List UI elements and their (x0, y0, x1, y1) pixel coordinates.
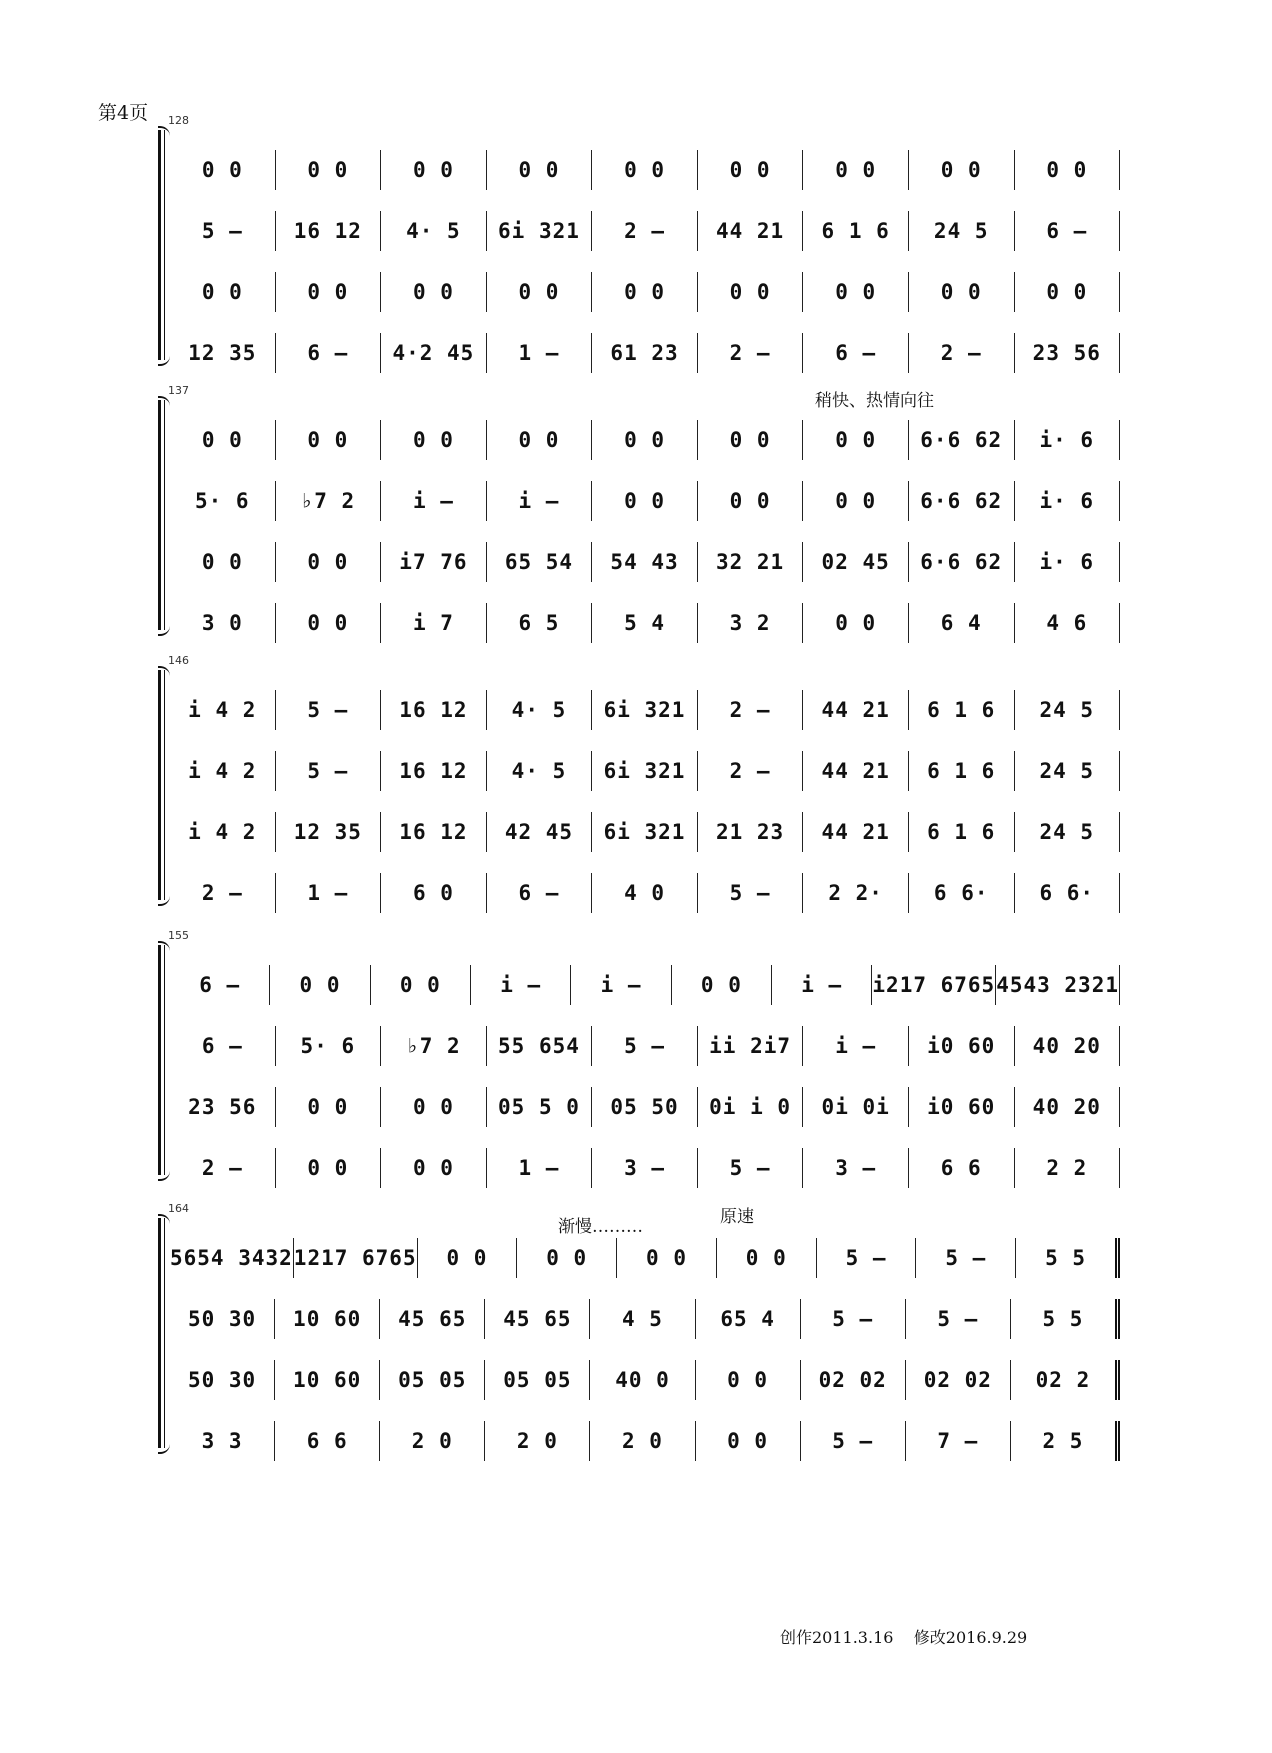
measure: 5 – (698, 873, 804, 913)
measure: 02 45 (803, 542, 909, 582)
measure: 0i i 0 (698, 1087, 804, 1127)
measure: 24 5 (1015, 690, 1121, 730)
measure: i· 6 (1015, 542, 1121, 582)
measure: 24 5 (909, 211, 1015, 251)
measure: 0 0 (592, 420, 698, 460)
measure: 6 1 6 (803, 211, 909, 251)
staff-row (170, 1238, 1120, 1278)
measure: 0 0 (381, 1148, 487, 1188)
staff-row (170, 272, 1120, 312)
measure: 0 0 (371, 965, 471, 1005)
measure: 6 4 (909, 603, 1015, 643)
measure: i7 76 (381, 542, 487, 582)
measure: 6 – (170, 965, 270, 1005)
measure: 2 0 (485, 1421, 590, 1461)
measure: 2 – (170, 1148, 276, 1188)
system-bracket (158, 1218, 161, 1448)
measure: 02 02 (906, 1360, 1011, 1400)
measure: 50 30 (170, 1360, 275, 1400)
staff-row (170, 150, 1120, 190)
bracket-bottom-hook (158, 624, 170, 636)
staff-row (170, 873, 1120, 913)
measure: 61 23 (592, 333, 698, 373)
measure: 2 5 (1011, 1421, 1120, 1461)
system-bracket-line (164, 670, 165, 900)
measure: 16 12 (381, 751, 487, 791)
measure: 4 0 (592, 873, 698, 913)
measure: 0 0 (170, 420, 276, 460)
measure: 0 0 (170, 272, 276, 312)
measure: 1 – (487, 333, 593, 373)
measure: 0 0 (696, 1421, 801, 1461)
measure: ♭7 2 (381, 1026, 487, 1066)
page-label: 第4页 (98, 102, 149, 124)
bracket-bottom-hook (158, 1442, 170, 1454)
measure: 5 5 (1011, 1299, 1120, 1339)
measure-number: 164 (168, 1202, 189, 1215)
staff-row (170, 1026, 1120, 1066)
system-bracket-line (164, 400, 165, 630)
measure: 5· 6 (276, 1026, 382, 1066)
bracket-top-hook (158, 666, 170, 678)
measure: 0 0 (1015, 150, 1121, 190)
measure: 1 – (487, 1148, 593, 1188)
measure: 6 6 (275, 1421, 380, 1461)
measure: 42 45 (487, 812, 593, 852)
measure: 16 12 (381, 690, 487, 730)
measure: 40 20 (1015, 1087, 1121, 1127)
measure: 6 – (170, 1026, 276, 1066)
measure: 1217 6765 (294, 1238, 418, 1278)
measure: 0 0 (381, 1087, 487, 1127)
bracket-top-hook (158, 1214, 170, 1226)
measure: 5 – (801, 1299, 906, 1339)
measure: 0 0 (276, 603, 382, 643)
measure: 2 0 (590, 1421, 695, 1461)
measure-number: 128 (168, 114, 189, 127)
measure: 0 0 (803, 481, 909, 521)
measure: 0 0 (592, 150, 698, 190)
measure: 0 0 (517, 1238, 617, 1278)
measure: 0 0 (698, 272, 804, 312)
measure: 40 20 (1015, 1026, 1121, 1066)
measure: 4· 5 (487, 690, 593, 730)
measure: 5 – (276, 751, 382, 791)
measure: i – (381, 481, 487, 521)
measure: i0 60 (909, 1026, 1015, 1066)
measure: 6 6 (909, 1148, 1015, 1188)
footer-dates: 创作2011.3.16 修改2016.9.29 (780, 1628, 1028, 1647)
measure: 0 0 (487, 150, 593, 190)
measure: 4 6 (1015, 603, 1121, 643)
tempo-marking-a-tempo: 原速 (720, 1207, 754, 1227)
measure: 0 0 (276, 150, 382, 190)
staff-row (170, 690, 1120, 730)
measure: 0 0 (803, 603, 909, 643)
measure: 5 4 (592, 603, 698, 643)
measure: 0 0 (381, 272, 487, 312)
measure: ii 2i7 (698, 1026, 804, 1066)
measure: 24 5 (1015, 812, 1121, 852)
measure-number: 146 (168, 654, 189, 667)
measure: 3 2 (698, 603, 804, 643)
measure: 12 35 (276, 812, 382, 852)
system-bracket-line (164, 945, 165, 1175)
measure: i – (571, 965, 671, 1005)
measure: i· 6 (1015, 481, 1121, 521)
staff-row (170, 420, 1120, 460)
staff-row (170, 1421, 1120, 1461)
measure: 0 0 (717, 1238, 817, 1278)
measure: 05 5 0 (487, 1087, 593, 1127)
staff-row (170, 1087, 1120, 1127)
measure: 0 0 (1015, 272, 1121, 312)
measure: 7 – (906, 1421, 1011, 1461)
measure: 2 – (170, 873, 276, 913)
staff-row (170, 812, 1120, 852)
measure: 2 2 (1015, 1148, 1121, 1188)
measure: 6i 321 (592, 751, 698, 791)
staff-row (170, 481, 1120, 521)
measure: 6 – (276, 333, 382, 373)
measure: 2 – (698, 690, 804, 730)
measure: 6i 321 (592, 690, 698, 730)
measure: 0 0 (909, 150, 1015, 190)
measure: ♭7 2 (276, 481, 382, 521)
measure: 16 12 (381, 812, 487, 852)
measure: 0 0 (592, 272, 698, 312)
measure: 0 0 (698, 420, 804, 460)
measure: 10 60 (275, 1299, 380, 1339)
measure: 65 54 (487, 542, 593, 582)
measure: i0 60 (909, 1087, 1015, 1127)
measure: 0i 0i (803, 1087, 909, 1127)
measure: 2 – (698, 333, 804, 373)
measure: 0 0 (698, 150, 804, 190)
measure: 5 – (276, 690, 382, 730)
tempo-marking-ritardando: 渐慢……… (558, 1217, 643, 1237)
measure: 0 0 (487, 272, 593, 312)
measure: 0 0 (276, 542, 382, 582)
measure: 0 0 (672, 965, 772, 1005)
measure: 2 – (698, 751, 804, 791)
bracket-top-hook (158, 396, 170, 408)
staff-system (150, 1202, 1120, 1468)
staff-row (170, 211, 1120, 251)
staff-row (170, 1360, 1120, 1400)
measure: 02 2 (1011, 1360, 1120, 1400)
bracket-top-hook (158, 126, 170, 138)
measure: 1 – (276, 873, 382, 913)
measure: 44 21 (803, 751, 909, 791)
measure: 4·2 45 (381, 333, 487, 373)
measure: 6 – (1015, 211, 1121, 251)
measure: 6 – (487, 873, 593, 913)
staff-row (170, 1148, 1120, 1188)
measure: 65 4 (696, 1299, 801, 1339)
measure: 2 2· (803, 873, 909, 913)
measure: 6 6· (1015, 873, 1121, 913)
system-bracket-line (164, 130, 165, 360)
system-bracket (158, 130, 161, 360)
measure: 4 5 (590, 1299, 695, 1339)
measure: 0 0 (698, 481, 804, 521)
measure: 0 0 (803, 150, 909, 190)
measure: 40 0 (590, 1360, 695, 1400)
measure: 5 – (801, 1421, 906, 1461)
measure: 0 0 (170, 150, 276, 190)
system-bracket (158, 945, 161, 1175)
staff-row (170, 333, 1120, 373)
system-bracket (158, 670, 161, 900)
measure: i 4 2 (170, 751, 276, 791)
system-bracket (158, 400, 161, 630)
measure: 4· 5 (381, 211, 487, 251)
system-bracket-line (164, 1218, 165, 1448)
measure: i 7 (381, 603, 487, 643)
measure: 5 – (170, 211, 276, 251)
staff-system (150, 929, 1120, 1195)
measure: 21 23 (698, 812, 804, 852)
staff-row (170, 542, 1120, 582)
measure: 0 0 (270, 965, 370, 1005)
bracket-top-hook (158, 941, 170, 953)
measure: 24 5 (1015, 751, 1121, 791)
measure: 6·6 62 (909, 420, 1015, 460)
measure: 0 0 (487, 420, 593, 460)
measure: 0 0 (276, 420, 382, 460)
measure: 0 0 (803, 272, 909, 312)
staff-row (170, 751, 1120, 791)
measure: 2 – (909, 333, 1015, 373)
measure: i 4 2 (170, 690, 276, 730)
measure: 5 – (698, 1148, 804, 1188)
measure: 5 5 (1016, 1238, 1120, 1278)
measure: 0 0 (381, 150, 487, 190)
measure: 6 6· (909, 873, 1015, 913)
measure: 5654 3432 (170, 1238, 294, 1278)
measure: 44 21 (698, 211, 804, 251)
staff-row (170, 965, 1120, 1005)
measure: 2 0 (380, 1421, 485, 1461)
bracket-bottom-hook (158, 894, 170, 906)
measure: 5 – (916, 1238, 1016, 1278)
measure: i 4 2 (170, 812, 276, 852)
tempo-marking: 稍快、热情向往 (815, 391, 934, 411)
measure: 3 – (592, 1148, 698, 1188)
measure: 6 – (803, 333, 909, 373)
measure: 05 05 (485, 1360, 590, 1400)
staff-system (150, 654, 1120, 920)
measure: 23 56 (170, 1087, 276, 1127)
staff-system (150, 114, 1120, 380)
measure: 6·6 62 (909, 542, 1015, 582)
measure: 6 0 (381, 873, 487, 913)
measure: 05 50 (592, 1087, 698, 1127)
measure: 5· 6 (170, 481, 276, 521)
measure: i – (772, 965, 872, 1005)
measure: 6 1 6 (909, 751, 1015, 791)
measure: 45 65 (485, 1299, 590, 1339)
measure: 0 0 (909, 272, 1015, 312)
measure: 3 0 (170, 603, 276, 643)
measure: 6i 321 (592, 812, 698, 852)
measure: 0 0 (617, 1238, 717, 1278)
measure: 5 – (592, 1026, 698, 1066)
measure: 3 3 (170, 1421, 275, 1461)
measure: 10 60 (275, 1360, 380, 1400)
measure-number: 137 (168, 384, 189, 397)
measure-number: 155 (168, 929, 189, 942)
measure: 45 65 (380, 1299, 485, 1339)
measure: 0 0 (696, 1360, 801, 1400)
measure: 6i 321 (487, 211, 593, 251)
measure: 6·6 62 (909, 481, 1015, 521)
measure: 6 5 (487, 603, 593, 643)
measure: 0 0 (381, 420, 487, 460)
measure: 0 0 (592, 481, 698, 521)
measure: 0 0 (276, 1148, 382, 1188)
measure: 2 – (592, 211, 698, 251)
staff-row (170, 1299, 1120, 1339)
measure: 44 21 (803, 812, 909, 852)
measure: i – (803, 1026, 909, 1066)
measure: 12 35 (170, 333, 276, 373)
measure: 4· 5 (487, 751, 593, 791)
measure: 50 30 (170, 1299, 275, 1339)
bracket-bottom-hook (158, 1169, 170, 1181)
bracket-bottom-hook (158, 354, 170, 366)
measure: 05 05 (380, 1360, 485, 1400)
measure: 0 0 (418, 1238, 518, 1278)
measure: 55 654 (487, 1026, 593, 1066)
measure: 6 1 6 (909, 690, 1015, 730)
measure: 5 – (817, 1238, 917, 1278)
measure: 0 0 (276, 272, 382, 312)
staff-system (150, 384, 1120, 650)
measure: 44 21 (803, 690, 909, 730)
measure: i· 6 (1015, 420, 1121, 460)
measure: 23 56 (1015, 333, 1121, 373)
measure: 4543 2321 (996, 965, 1120, 1005)
measure: 54 43 (592, 542, 698, 582)
measure: i – (471, 965, 571, 1005)
measure: i – (487, 481, 593, 521)
measure: 6 1 6 (909, 812, 1015, 852)
measure: 16 12 (276, 211, 382, 251)
measure: 3 – (803, 1148, 909, 1188)
measure: 0 0 (803, 420, 909, 460)
measure: 0 0 (170, 542, 276, 582)
staff-row (170, 603, 1120, 643)
measure: 5 – (906, 1299, 1011, 1339)
measure: 0 0 (276, 1087, 382, 1127)
measure: 02 02 (801, 1360, 906, 1400)
measure: 32 21 (698, 542, 804, 582)
measure: i217 6765 (872, 965, 996, 1005)
